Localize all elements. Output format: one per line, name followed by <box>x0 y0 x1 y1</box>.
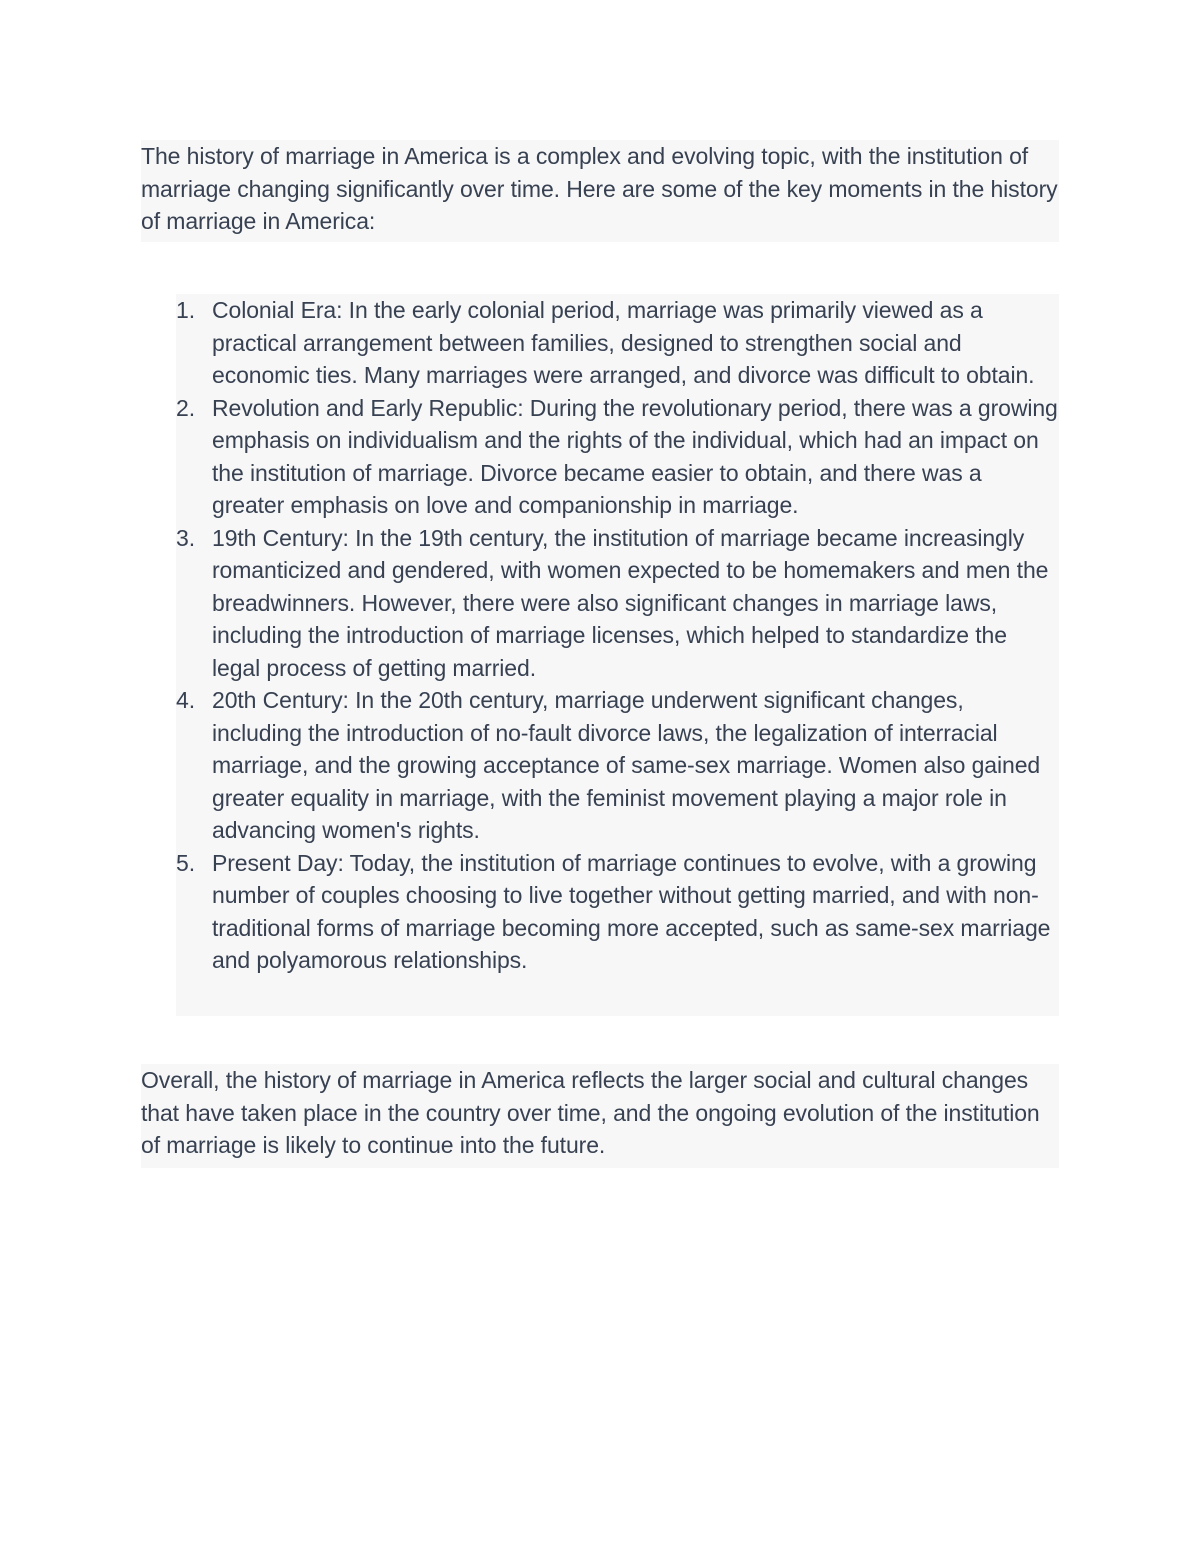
intro-block <box>141 140 1059 242</box>
list-item-text: 20th Century: In the 20th century, marriage underwent significant changes, including the introduction of no-fault divorce laws, the legalization of interracial marriage, and the growing acceptance of same-sex marriage. Women also gained greater equality in marriage, with the feminist movement playing a major role in advancing women's rights. <box>212 687 1041 843</box>
list-item-text: Colonial Era: In the early colonial period, marriage was primarily viewed as a practical arrangement between families, designed to strengthen social and economic ties. Many marriages were arranged, and divorce was difficult to obtain. <box>212 297 1035 388</box>
list-item-text: Revolution and Early Republic: During the revolutionary period, there was a growing emphasis on individualism and the rights of the individual, which had an impact on the institution of marriage. Divorce became easier to obtain, and there was a greater emphasis on love and companionship in marriage. <box>212 394 1058 518</box>
list-item <box>176 392 1059 522</box>
key-moments-list <box>176 294 1059 977</box>
intro-paragraph: The history of marriage in America is a complex and evolving topic, with the institution of marriage changing significantly over time. Here are some of the key moments in the history of marriage in America: <box>141 143 1058 234</box>
list-item <box>176 684 1059 847</box>
list-item-number: 4. <box>176 687 195 713</box>
list-item <box>176 294 1059 392</box>
key-moments-list-block <box>176 294 1059 1016</box>
conclusion-block <box>141 1064 1059 1168</box>
conclusion-paragraph: Overall, the history of marriage in America reflects the larger social and cultural changes that have taken place in the country over time, and the ongoing evolution of the institution of marriage is likely to continue into the future. <box>141 1067 1040 1158</box>
list-item-number: 5. <box>176 849 195 876</box>
list-item-number: 2. <box>176 394 195 421</box>
list-item-number: 1. <box>176 297 195 323</box>
list-item <box>176 522 1059 685</box>
list-item-text: Present Day: Today, the institution of marriage continues to evolve, with a growing number of couples choosing to live together without getting married, and with non-traditional forms of marriage becoming more accepted, such as same-sex marriage and polyamorous relationships. <box>212 849 1051 973</box>
list-item-text: 19th Century: In the 19th century, the institution of marriage became increasingly romanticized and gendered, with women expected to be homemakers and men the breadwinners. However, there were also significant changes in marriage laws, including the introduction of marriage licenses, which helped to standardize the legal process of getting married. <box>212 524 1049 681</box>
list-item <box>176 847 1059 977</box>
list-item-number: 3. <box>176 524 195 551</box>
